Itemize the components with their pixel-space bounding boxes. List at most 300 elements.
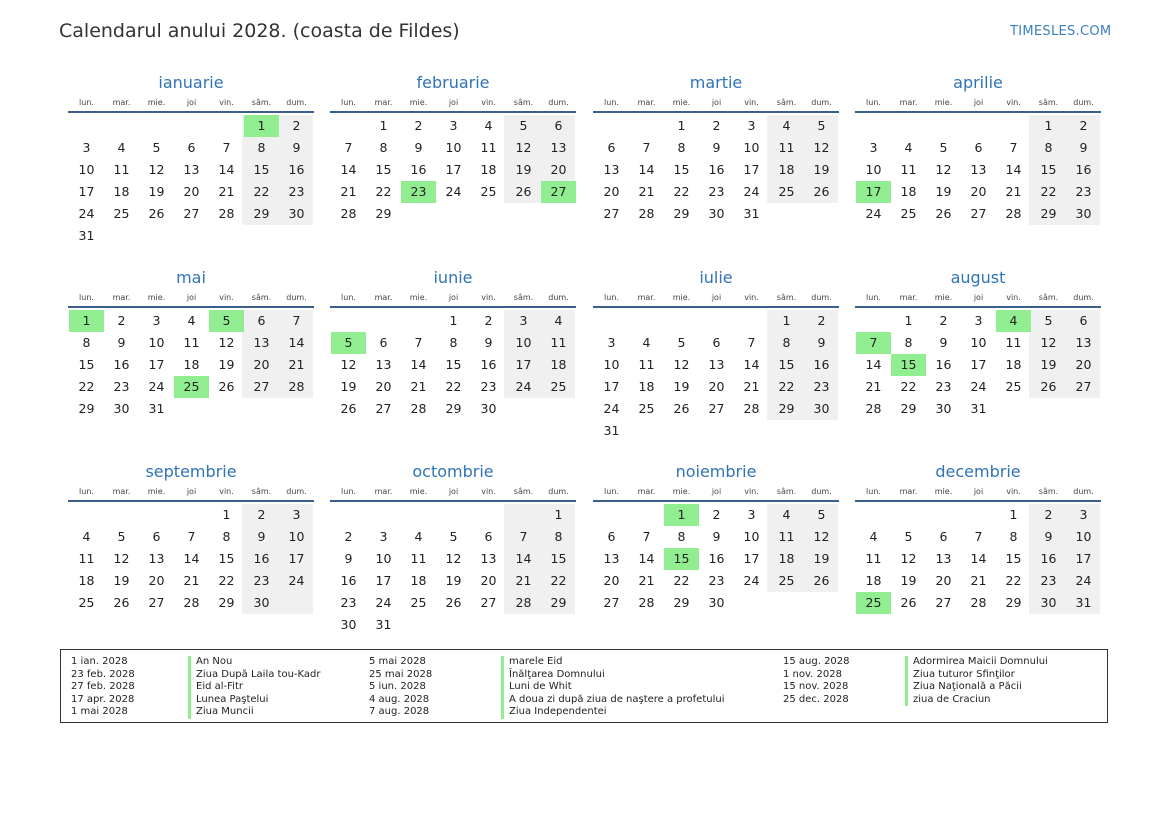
day-cell: 7 bbox=[642, 140, 651, 155]
day-cell: 18 bbox=[480, 162, 497, 177]
legend-holiday-name: Ziua După Laila tou-Kadr bbox=[188, 669, 320, 682]
month-name: martie bbox=[689, 73, 743, 92]
weekday-label: lun. bbox=[341, 293, 356, 302]
day-cell: 19 bbox=[515, 162, 532, 177]
weekday-label: joi bbox=[186, 293, 197, 302]
day-cell: 19 bbox=[148, 184, 165, 199]
day-cell: 27 bbox=[603, 595, 620, 610]
day-cell: 3 bbox=[449, 118, 458, 133]
empty-cell bbox=[699, 420, 734, 442]
empty-cell bbox=[506, 203, 541, 225]
month-name: ianuarie bbox=[158, 73, 224, 92]
day-cell: 1 bbox=[677, 118, 686, 133]
weekday-label: dum. bbox=[548, 293, 569, 302]
day-cell: 22 bbox=[218, 573, 235, 588]
day-cell: 10 bbox=[515, 335, 532, 350]
day-cell: 31 bbox=[743, 206, 760, 221]
weekday-label: mar. bbox=[374, 98, 393, 107]
day-cell: 28 bbox=[218, 206, 235, 221]
empty-cell bbox=[366, 504, 401, 526]
weekday-header bbox=[593, 486, 839, 499]
week-row bbox=[330, 310, 576, 332]
day-cell: 3 bbox=[607, 335, 616, 350]
month-name: februarie bbox=[416, 73, 490, 92]
empty-cell bbox=[926, 115, 961, 137]
day-cell: 3 bbox=[974, 313, 983, 328]
week-row bbox=[593, 203, 839, 225]
empty-cell bbox=[331, 504, 366, 526]
day-cell: 13 bbox=[148, 551, 165, 566]
day-cell: 19 bbox=[445, 573, 462, 588]
day-cell: 8 bbox=[1044, 140, 1053, 155]
day-cell: 18 bbox=[778, 162, 795, 177]
day-cell: 9 bbox=[292, 140, 301, 155]
legend-date: 17 apr. 2028 bbox=[71, 693, 135, 705]
day-cell: 31 bbox=[148, 401, 165, 416]
day-cell: 21 bbox=[515, 573, 532, 588]
day-cell: 26 bbox=[113, 595, 130, 610]
day-cell: 27 bbox=[603, 206, 620, 221]
empty-cell bbox=[541, 614, 576, 636]
legend-holiday-name: Luni de Whit bbox=[501, 681, 725, 694]
day-cell: 16 bbox=[708, 551, 725, 566]
day-cell: 4 bbox=[117, 140, 126, 155]
day-cell: 6 bbox=[257, 313, 266, 328]
weekday-label: sâm. bbox=[251, 98, 272, 107]
day-cell: 12 bbox=[813, 140, 830, 155]
day-cell: 21 bbox=[638, 184, 655, 199]
day-cell: 14 bbox=[743, 357, 760, 372]
day-cell: 25 bbox=[410, 595, 427, 610]
day-cell: 10 bbox=[743, 140, 760, 155]
weekday-label: lun. bbox=[79, 293, 94, 302]
day-cell: 9 bbox=[712, 140, 721, 155]
day-cell: 8 bbox=[554, 529, 563, 544]
day-cell: 11 bbox=[865, 551, 882, 566]
weekday-label: vin. bbox=[219, 293, 234, 302]
day-cell: 21 bbox=[218, 184, 235, 199]
empty-cell bbox=[139, 115, 174, 137]
weekday-label: joi bbox=[186, 98, 197, 107]
week-row bbox=[330, 398, 576, 420]
empty-cell bbox=[401, 310, 436, 332]
day-cell: 31 bbox=[603, 423, 620, 438]
weekday-label: lun. bbox=[604, 98, 619, 107]
empty-cell bbox=[629, 420, 664, 442]
day-cell: 15 bbox=[253, 162, 270, 177]
day-cell: 18 bbox=[778, 551, 795, 566]
day-cell: 26 bbox=[515, 184, 532, 199]
weekday-header bbox=[593, 97, 839, 110]
weekday-label: vin. bbox=[481, 98, 496, 107]
empty-cell bbox=[734, 592, 769, 614]
day-cell: 29 bbox=[673, 595, 690, 610]
day-cell: 8 bbox=[449, 335, 458, 350]
empty-cell bbox=[139, 504, 174, 526]
legend-date: 7 aug. 2028 bbox=[369, 706, 430, 717]
day-cell: 10 bbox=[1075, 529, 1092, 544]
weekday-label: mie. bbox=[672, 98, 691, 107]
day-cell: 3 bbox=[747, 507, 756, 522]
day-cell: 18 bbox=[410, 573, 427, 588]
empty-cell bbox=[139, 225, 174, 247]
day-cell: 18 bbox=[1005, 357, 1022, 372]
empty-cell bbox=[436, 504, 471, 526]
day-cell: 11 bbox=[183, 335, 200, 350]
day-cell: 24 bbox=[288, 573, 305, 588]
month-octombrie bbox=[330, 462, 576, 636]
day-cell: 25 bbox=[900, 206, 917, 221]
day-cell: 13 bbox=[253, 335, 270, 350]
day-cell: 4 bbox=[484, 118, 493, 133]
month-name: august bbox=[950, 268, 1006, 287]
weekday-label: joi bbox=[448, 293, 459, 302]
day-cell: 8 bbox=[782, 335, 791, 350]
day-cell: 23 bbox=[708, 184, 725, 199]
day-cell: 13 bbox=[1075, 335, 1092, 350]
day-cell: 8 bbox=[677, 529, 686, 544]
day-cell: 2 bbox=[939, 313, 948, 328]
month-name: septembrie bbox=[145, 462, 237, 481]
weekday-label: joi bbox=[973, 98, 984, 107]
empty-cell bbox=[769, 592, 804, 614]
weekday-label: dum. bbox=[811, 487, 832, 496]
day-cell: 9 bbox=[484, 335, 493, 350]
header-rule bbox=[68, 111, 314, 113]
day-grid bbox=[330, 504, 576, 636]
empty-cell bbox=[664, 420, 699, 442]
week-row bbox=[330, 592, 576, 614]
day-cell: 24 bbox=[743, 184, 760, 199]
day-cell: 29 bbox=[375, 206, 392, 221]
empty-cell bbox=[769, 420, 804, 442]
week-row bbox=[593, 548, 839, 570]
day-cell: 23 bbox=[1075, 184, 1092, 199]
empty-cell bbox=[629, 115, 664, 137]
weekday-label: sâm. bbox=[1038, 293, 1059, 302]
legend-holiday-name: Lunea Paştelui bbox=[188, 694, 320, 707]
weekday-header bbox=[330, 292, 576, 305]
day-cell: 13 bbox=[708, 357, 725, 372]
day-cell: 26 bbox=[445, 595, 462, 610]
day-cell: 1 bbox=[1044, 118, 1053, 133]
legend-holiday-name: Adormirea Maicii Domnului bbox=[905, 656, 1048, 669]
legend-holiday-name: Ziua tuturor Sfinţilor bbox=[905, 669, 1048, 682]
day-cell: 12 bbox=[148, 162, 165, 177]
empty-cell bbox=[664, 310, 699, 332]
weekday-label: lun. bbox=[866, 98, 881, 107]
day-cell: 21 bbox=[1005, 184, 1022, 199]
empty-cell bbox=[331, 310, 366, 332]
weekday-label: mar. bbox=[112, 98, 131, 107]
week-row bbox=[593, 376, 839, 398]
day-cell: 2 bbox=[817, 313, 826, 328]
day-cell: 25 bbox=[480, 184, 497, 199]
week-row bbox=[330, 181, 576, 203]
day-cell: 29 bbox=[1005, 595, 1022, 610]
day-cell: 4 bbox=[904, 140, 913, 155]
day-cell: 23 bbox=[935, 379, 952, 394]
day-cell: 30 bbox=[340, 617, 357, 632]
day-cell: 29 bbox=[78, 401, 95, 416]
day-cell: 22 bbox=[1040, 184, 1057, 199]
month-name: octombrie bbox=[412, 462, 494, 481]
legend-date: 1 nov. 2028 bbox=[783, 668, 842, 680]
day-cell: 14 bbox=[1005, 162, 1022, 177]
weekday-label: lun. bbox=[341, 487, 356, 496]
day-cell: 22 bbox=[253, 184, 270, 199]
week-row bbox=[855, 376, 1101, 398]
week-row bbox=[330, 614, 576, 636]
day-cell: 4 bbox=[414, 529, 423, 544]
day-cell: 8 bbox=[379, 140, 388, 155]
legend-date: 25 dec. 2028 bbox=[783, 693, 849, 705]
weekday-label: joi bbox=[711, 487, 722, 496]
weekday-label: sâm. bbox=[776, 293, 797, 302]
day-cell: 1 bbox=[554, 507, 563, 522]
day-cell: 20 bbox=[603, 184, 620, 199]
day-cell: 10 bbox=[288, 529, 305, 544]
weekday-label: sâm. bbox=[251, 293, 272, 302]
day-cell: 18 bbox=[550, 357, 567, 372]
day-cell: 21 bbox=[183, 573, 200, 588]
day-cell: 14 bbox=[410, 357, 427, 372]
empty-cell bbox=[594, 504, 629, 526]
holiday-day-cell: 1 bbox=[664, 504, 699, 526]
weekday-label: sâm. bbox=[776, 487, 797, 496]
day-cell: 12 bbox=[1040, 335, 1057, 350]
legend-holiday-name: A doua zi după ziua de naştere a profetului bbox=[501, 694, 725, 707]
day-cell: 16 bbox=[708, 162, 725, 177]
weekday-label: sâm. bbox=[513, 293, 534, 302]
week-row bbox=[593, 310, 839, 332]
day-cell: 11 bbox=[480, 140, 497, 155]
weekday-label: vin. bbox=[1006, 487, 1021, 496]
day-cell: 14 bbox=[638, 162, 655, 177]
day-grid bbox=[593, 115, 839, 225]
empty-cell bbox=[244, 225, 279, 247]
legend-holiday-name: Ziua Naţională a Păcii bbox=[905, 681, 1048, 694]
empty-cell bbox=[629, 310, 664, 332]
week-row bbox=[68, 354, 314, 376]
day-cell: 3 bbox=[152, 313, 161, 328]
empty-cell bbox=[104, 504, 139, 526]
day-cell: 10 bbox=[148, 335, 165, 350]
day-cell: 5 bbox=[449, 529, 458, 544]
day-cell: 21 bbox=[970, 573, 987, 588]
holiday-day-cell: 1 bbox=[69, 310, 104, 332]
day-cell: 11 bbox=[900, 162, 917, 177]
day-cell: 3 bbox=[82, 140, 91, 155]
day-cell: 10 bbox=[78, 162, 95, 177]
day-grid bbox=[68, 504, 314, 614]
day-cell: 21 bbox=[340, 184, 357, 199]
header-rule bbox=[855, 306, 1101, 308]
month-name: mai bbox=[176, 268, 206, 287]
page-title: Calendarul anului 2028. (coasta de Fildes) bbox=[59, 20, 460, 42]
day-grid bbox=[68, 115, 314, 247]
legend-names-2 bbox=[501, 656, 725, 719]
day-cell: 12 bbox=[113, 551, 130, 566]
weekday-label: dum. bbox=[811, 293, 832, 302]
empty-cell bbox=[699, 310, 734, 332]
empty-cell bbox=[69, 504, 104, 526]
day-cell: 17 bbox=[743, 551, 760, 566]
weekday-label: vin. bbox=[481, 487, 496, 496]
day-cell: 20 bbox=[375, 379, 392, 394]
day-cell: 17 bbox=[445, 162, 462, 177]
day-cell: 22 bbox=[375, 184, 392, 199]
day-cell: 25 bbox=[778, 573, 795, 588]
weekday-label: dum. bbox=[1073, 293, 1094, 302]
day-cell: 5 bbox=[152, 140, 161, 155]
week-row bbox=[593, 354, 839, 376]
day-cell: 12 bbox=[900, 551, 917, 566]
day-cell: 6 bbox=[379, 335, 388, 350]
day-cell: 25 bbox=[638, 401, 655, 416]
day-cell: 21 bbox=[638, 573, 655, 588]
empty-cell bbox=[401, 504, 436, 526]
legend-names-3 bbox=[905, 656, 1048, 706]
day-cell: 26 bbox=[340, 401, 357, 416]
empty-cell bbox=[366, 310, 401, 332]
day-cell: 7 bbox=[747, 335, 756, 350]
day-cell: 1 bbox=[449, 313, 458, 328]
weekday-label: mie. bbox=[409, 98, 428, 107]
week-row bbox=[68, 570, 314, 592]
day-cell: 28 bbox=[743, 401, 760, 416]
day-cell: 11 bbox=[638, 357, 655, 372]
weekday-label: sâm. bbox=[513, 487, 534, 496]
header-rule bbox=[68, 500, 314, 502]
day-cell: 1 bbox=[379, 118, 388, 133]
empty-cell bbox=[471, 203, 506, 225]
empty-cell bbox=[629, 504, 664, 526]
empty-cell bbox=[244, 398, 279, 420]
day-cell: 17 bbox=[743, 162, 760, 177]
day-cell: 24 bbox=[1075, 573, 1092, 588]
day-cell: 4 bbox=[554, 313, 563, 328]
holiday-day-cell: 27 bbox=[541, 181, 576, 203]
empty-cell bbox=[856, 115, 891, 137]
day-cell: 11 bbox=[778, 529, 795, 544]
week-row bbox=[593, 570, 839, 592]
day-cell: 7 bbox=[344, 140, 353, 155]
legend-date: 1 mai 2028 bbox=[71, 706, 128, 717]
day-cell: 15 bbox=[673, 162, 690, 177]
weekday-label: dum. bbox=[811, 98, 832, 107]
weekday-label: dum. bbox=[1073, 487, 1094, 496]
day-cell: 6 bbox=[554, 118, 563, 133]
header-rule bbox=[855, 111, 1101, 113]
day-cell: 4 bbox=[869, 529, 878, 544]
weekday-label: mie. bbox=[409, 487, 428, 496]
legend-date: 15 aug. 2028 bbox=[783, 656, 850, 667]
day-cell: 22 bbox=[78, 379, 95, 394]
day-cell: 23 bbox=[1040, 573, 1057, 588]
day-cell: 17 bbox=[515, 357, 532, 372]
week-row bbox=[855, 115, 1101, 137]
empty-cell bbox=[541, 203, 576, 225]
weekday-header bbox=[68, 486, 314, 499]
day-cell: 9 bbox=[939, 335, 948, 350]
day-cell: 26 bbox=[148, 206, 165, 221]
day-cell: 11 bbox=[778, 140, 795, 155]
weekday-label: vin. bbox=[1006, 293, 1021, 302]
empty-cell bbox=[209, 115, 244, 137]
day-cell: 24 bbox=[603, 401, 620, 416]
empty-cell bbox=[734, 310, 769, 332]
empty-cell bbox=[996, 398, 1031, 420]
day-cell: 30 bbox=[935, 401, 952, 416]
day-cell: 27 bbox=[1075, 379, 1092, 394]
day-cell: 9 bbox=[817, 335, 826, 350]
week-row bbox=[68, 332, 314, 354]
weekday-label: sâm. bbox=[513, 98, 534, 107]
holiday-day-cell: 5 bbox=[331, 332, 366, 354]
week-row bbox=[593, 420, 839, 442]
day-cell: 29 bbox=[900, 401, 917, 416]
weekday-label: mie. bbox=[934, 98, 953, 107]
month-name: iunie bbox=[433, 268, 473, 287]
brand-link[interactable]: TIMESLES.COM bbox=[1010, 24, 1112, 39]
week-row bbox=[855, 570, 1101, 592]
day-cell: 20 bbox=[253, 357, 270, 372]
empty-cell bbox=[506, 614, 541, 636]
day-cell: 18 bbox=[638, 379, 655, 394]
day-cell: 26 bbox=[813, 184, 830, 199]
week-row bbox=[330, 159, 576, 181]
day-cell: 6 bbox=[1079, 313, 1088, 328]
day-cell: 12 bbox=[813, 529, 830, 544]
day-cell: 25 bbox=[1005, 379, 1022, 394]
day-cell: 29 bbox=[673, 206, 690, 221]
legend-date: 23 feb. 2028 bbox=[71, 668, 135, 680]
day-cell: 25 bbox=[778, 184, 795, 199]
day-cell: 11 bbox=[78, 551, 95, 566]
week-row bbox=[855, 332, 1101, 354]
day-cell: 24 bbox=[970, 379, 987, 394]
month-name: iulie bbox=[699, 268, 733, 287]
day-cell: 30 bbox=[480, 401, 497, 416]
empty-cell bbox=[401, 614, 436, 636]
day-cell: 8 bbox=[904, 335, 913, 350]
day-cell: 29 bbox=[218, 595, 235, 610]
day-cell: 15 bbox=[375, 162, 392, 177]
day-cell: 10 bbox=[743, 529, 760, 544]
week-row bbox=[593, 332, 839, 354]
day-cell: 7 bbox=[974, 529, 983, 544]
day-cell: 14 bbox=[638, 551, 655, 566]
weekday-label: mie. bbox=[147, 98, 166, 107]
day-cell: 23 bbox=[708, 573, 725, 588]
day-cell: 17 bbox=[288, 551, 305, 566]
week-row bbox=[330, 526, 576, 548]
day-cell: 5 bbox=[817, 118, 826, 133]
day-cell: 24 bbox=[743, 573, 760, 588]
day-cell: 20 bbox=[148, 573, 165, 588]
week-row bbox=[855, 592, 1101, 614]
empty-cell bbox=[734, 420, 769, 442]
day-cell: 6 bbox=[152, 529, 161, 544]
legend-date: 25 mai 2028 bbox=[369, 668, 433, 680]
day-cell: 4 bbox=[187, 313, 196, 328]
weekday-label: vin. bbox=[744, 293, 759, 302]
month-decembrie bbox=[855, 462, 1101, 614]
legend-date: 4 aug. 2028 bbox=[369, 693, 430, 705]
day-cell: 16 bbox=[813, 357, 830, 372]
weekday-label: vin. bbox=[219, 487, 234, 496]
